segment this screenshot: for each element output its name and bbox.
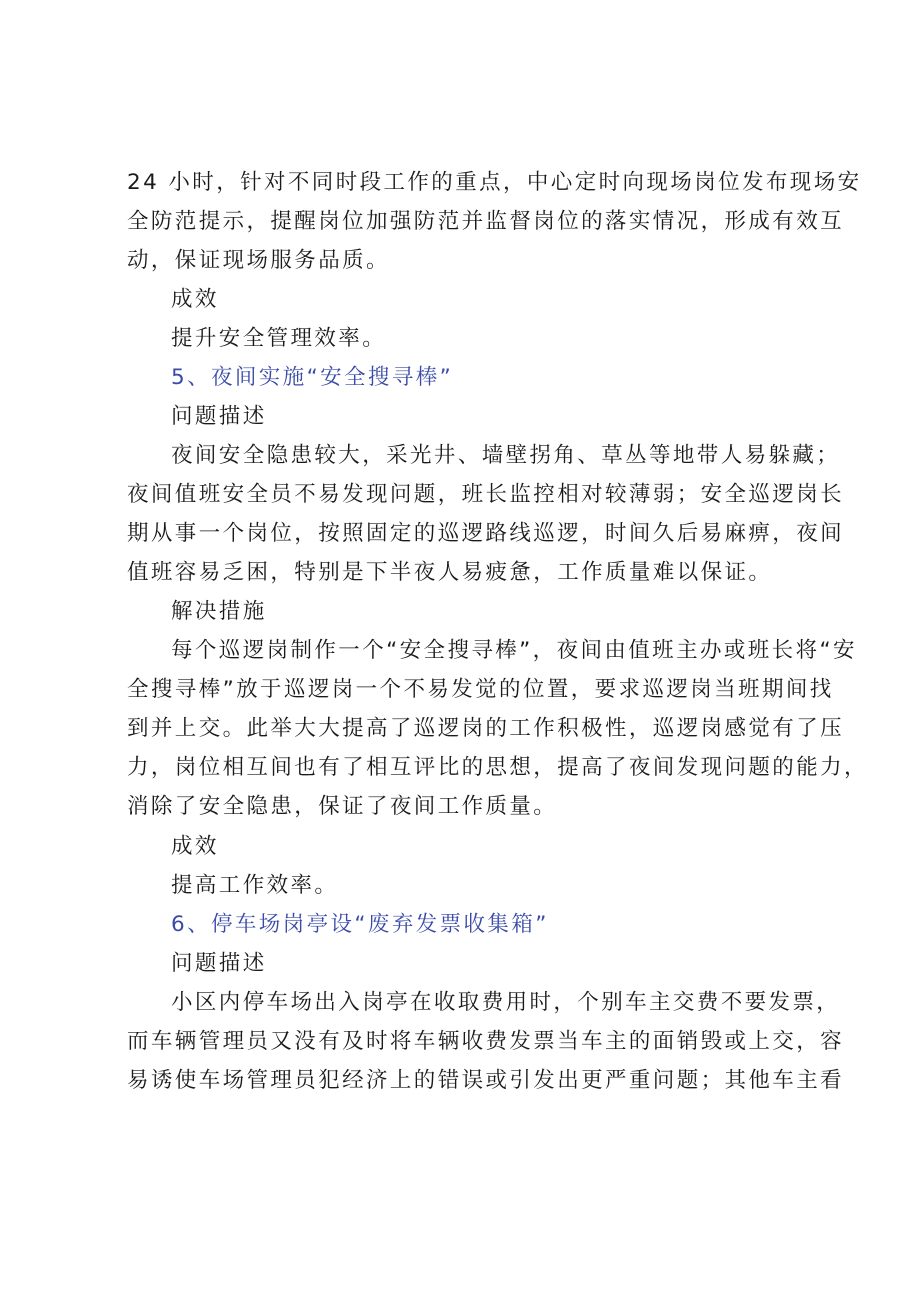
body-line: 易诱使车场管理员犯经济上的错误或引发出更严重问题；其他车主看 xyxy=(127,1068,845,1093)
body-line: 每个巡逻岗制作一个“安全搜寻棒”，夜间由值班主办或班长将“安 xyxy=(171,638,857,663)
body-line: 夜间值班安全员不易发现问题，班长监控相对较薄弱；安全巡逻岗长 xyxy=(127,482,845,507)
section-heading: 5、夜间实施“安全搜寻棒” xyxy=(171,365,454,390)
body-line: 全搜寻棒”放于巡逻岗一个不易发觉的位置，要求巡逻岗当班期间找 xyxy=(127,677,834,702)
results-text: 提高工作效率。 xyxy=(171,873,339,898)
body-line: 全防范提示，提醒岗位加强防范并监督岗位的落实情况，形成有效互 xyxy=(127,209,845,234)
section-label-results: 成效 xyxy=(171,287,219,312)
results-text: 提升安全管理效率。 xyxy=(171,326,387,351)
section-heading: 6、停车场岗亭设“废弃发票收集箱” xyxy=(171,912,549,937)
body-line: 力，岗位相互间也有了相互评比的思想，提高了夜间发现问题的能力， xyxy=(127,755,868,780)
body-line: 而车辆管理员又没有及时将车辆收费发票当车主的面销毁或上交，容 xyxy=(127,1029,845,1054)
body-line: 24 小时，针对不同时段工作的重点，中心定时向现场岗位发布现场安 xyxy=(127,170,862,195)
section-label-results: 成效 xyxy=(171,834,219,859)
body-line: 小区内停车场出入岗亭在收取费用时，个别车主交费不要发票， xyxy=(171,990,841,1015)
body-line: 消除了安全隐患，保证了夜间工作质量。 xyxy=(127,794,558,819)
section-label-solution: 解决措施 xyxy=(171,599,267,624)
body-line: 值班容易乏困，特别是下半夜人易疲惫，工作质量难以保证。 xyxy=(127,560,773,585)
section-label-problem: 问题描述 xyxy=(171,951,267,976)
body-line: 动，保证现场服务品质。 xyxy=(127,248,390,273)
body-line: 到并上交。此举大大提高了巡逻岗的工作积极性，巡逻岗感觉有了压 xyxy=(127,716,845,741)
section-label-problem: 问题描述 xyxy=(171,404,267,429)
body-line: 夜间安全隐患较大，采光井、墙壁拐角、草丛等地带人易躲藏； xyxy=(171,443,841,468)
body-line: 期从事一个岗位，按照固定的巡逻路线巡逻，时间久后易麻痹，夜间 xyxy=(127,521,845,546)
